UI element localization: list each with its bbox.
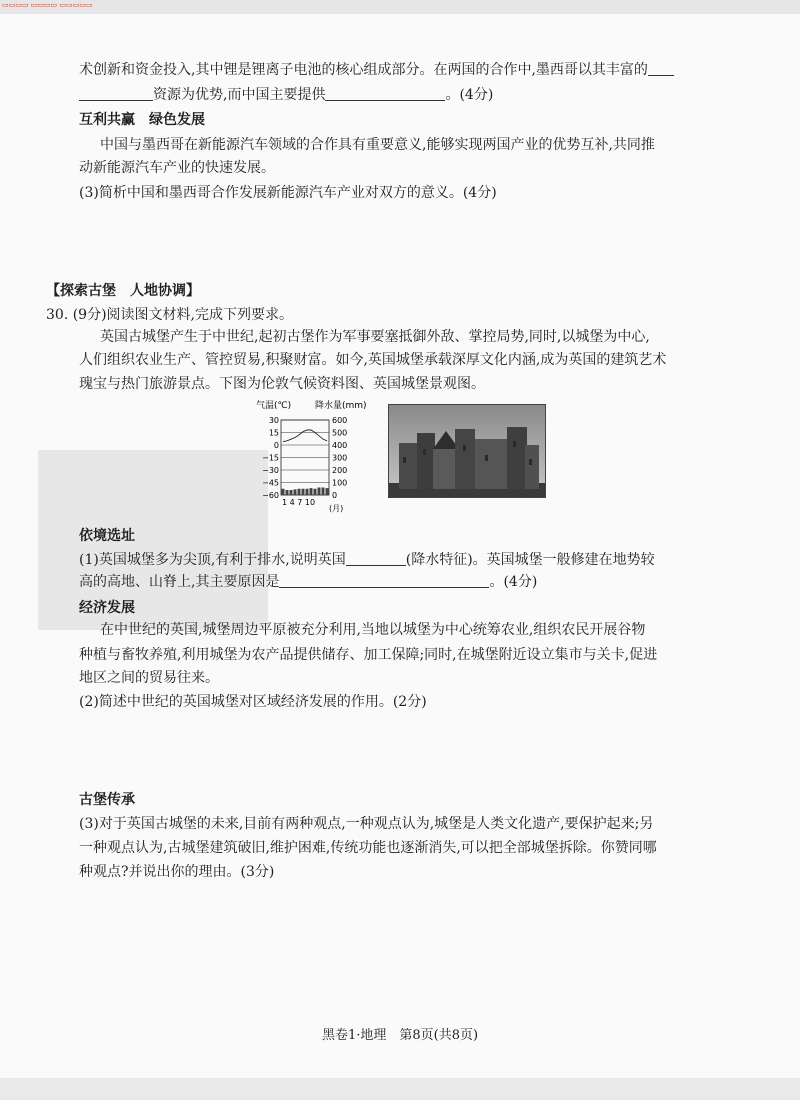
precip-bar [290, 490, 293, 495]
temp-ticks [262, 416, 279, 500]
temp-tick-label: −30 [262, 466, 279, 475]
material-line: 瑰宝与热门旅游景点。下图为伦敦气候资料图、英国城堡景观图。 [79, 376, 485, 392]
month-tick-labels: 1 4 7 10 [282, 498, 316, 507]
question-2-text: (2)简述中世纪的英国城堡对区域经济发展的作用。(2分) [79, 694, 427, 710]
question-3-line: 种观点?并说出你的理由。(3分) [79, 864, 275, 880]
temp-axis-label: 气温(℃) [256, 401, 292, 411]
precip-bars [282, 488, 329, 496]
precip-tick-label: 500 [332, 428, 348, 438]
subheading-win-win: 互利共赢 绿色发展 [79, 112, 205, 128]
material-line: 种植与畜牧养殖,利用城堡为农产品提供储存、加工保障;同时,在城堡附近设立集市与关卡,促进 [79, 647, 658, 663]
material-line: 地区之间的贸易往来。 [79, 670, 219, 686]
section-heading: 【探索古堡 人地协调】 [46, 283, 200, 299]
precip-bar [322, 488, 325, 496]
precip-bar [306, 489, 309, 495]
subheading-economy: 经济发展 [79, 600, 135, 616]
question-1-line-2: 高的高地、山脊上,其主要原因是 。(4分) [79, 574, 538, 590]
material-line: 在中世纪的英国,城堡周边平原被充分利用,当地以城堡为中心统筹农业,组织农民开展谷物 [100, 622, 646, 638]
precip-tick-label: 300 [332, 453, 348, 463]
precip-bar [302, 489, 305, 495]
precip-bar [294, 489, 297, 495]
scan-stamp: ▭▭▭▭ ▭▭▭▭ ▭▭▭▭▭ [2, 1, 93, 9]
precip-bar [310, 488, 313, 495]
temp-tick-label: 30 [268, 416, 279, 425]
month-unit: (月) [329, 504, 344, 513]
material-line: 动新能源汽车产业的快速发展。 [79, 160, 275, 176]
precip-bar [326, 488, 329, 495]
precip-tick-label: 100 [332, 478, 348, 488]
castle-photo [388, 404, 546, 498]
scan-bottom-strip [0, 1078, 800, 1100]
precip-axis-label: 降水量(mm) [315, 401, 367, 411]
temp-tick-label: −60 [262, 491, 279, 500]
question-30-title: 30. (9分)阅读图文材料,完成下列要求。 [46, 307, 293, 323]
precip-tick-label: 400 [332, 441, 348, 450]
subheading-heritage: 古堡传承 [79, 792, 135, 808]
precip-bar [282, 489, 285, 495]
material-line: 人们组织农业生产、管控贸易,积聚财富。如今,英国城堡承载深厚文化内涵,成为英国的建筑艺术 [79, 352, 667, 368]
precip-bar [318, 488, 321, 496]
scan-watermark [38, 450, 268, 630]
question-3-line: 一种观点认为,古城堡建筑破旧,维护困难,传统功能也逐渐消失,可以把全部城堡拆除。你赞同哪 [79, 840, 657, 856]
temp-tick-label: 15 [268, 428, 279, 438]
question-3-text: (3)简析中国和墨西哥合作发展新能源汽车产业对双方的意义。(4分) [79, 185, 497, 201]
precip-tick-label: 0 [332, 491, 338, 500]
question-1-line-1: (1)英国城堡多为尖顶,有利于排水,说明英国 (降水特征)。英国城堡一般修建在地势较 [79, 552, 655, 568]
material-line: 中国与墨西哥在新能源汽车领域的合作具有重要意义,能够实现两国产业的优势互补,共同推 [100, 137, 655, 153]
q29-continued-line-1: 术创新和资金投入,其中锂是锂离子电池的核心组成部分。在两国的合作中,墨西哥以其丰富的 [79, 60, 674, 80]
precip-tick-label: 600 [332, 416, 348, 425]
london-climate-chart [255, 398, 375, 513]
precip-tick-label: 200 [332, 466, 348, 475]
precip-bar [298, 489, 301, 495]
precip-bar [314, 489, 317, 495]
precip-ticks [332, 416, 347, 500]
temp-curve [283, 430, 327, 442]
q29-continued-line-2: 资源为优势,而中国主要提供 。(4分) [79, 85, 493, 105]
temp-tick-label: −45 [262, 478, 279, 488]
material-line: 英国古城堡产生于中世纪,起初古堡作为军事要塞抵御外敌、掌控局势,同时,以城堡为中心, [100, 329, 650, 345]
temp-tick-label: 0 [273, 441, 279, 450]
page-footer: 黑卷1·地理 第8页(共8页) [321, 1028, 479, 1043]
scan-top-strip [0, 0, 800, 14]
precip-bar [286, 490, 289, 495]
temp-tick-label: −15 [262, 453, 279, 463]
subheading-site-selection: 依境选址 [79, 528, 135, 544]
question-3-line: (3)对于英国古城堡的未来,目前有两种观点,一种观点认为,城堡是人类文化遗产,要保护起来;另 [79, 816, 654, 832]
